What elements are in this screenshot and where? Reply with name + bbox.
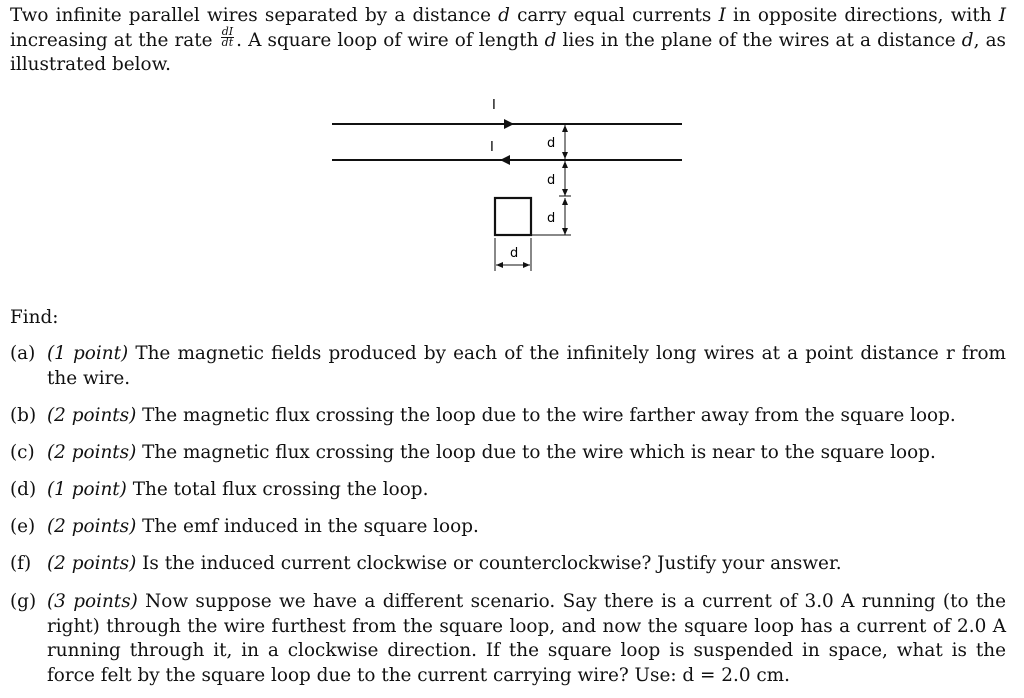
intro-text: , as illustrated below. — [10, 29, 1006, 75]
current-label-top: I — [492, 98, 496, 113]
question-points: (2 points) — [47, 516, 137, 537]
question-text: The magnetic flux crossing the loop due to the wire which is near to the square loop. — [136, 442, 936, 463]
find-label: Find: — [10, 307, 59, 328]
question-text: The magnetic fields produced by each of the infinitely long wires at a point distance r from the wire. — [47, 343, 1006, 389]
var-d: d — [544, 29, 557, 51]
question-b — [10, 404, 1006, 429]
intro-text: increasing at the rate — [10, 29, 219, 51]
question-d — [10, 478, 1006, 503]
intro-text: Two infinite parallel wires separated by a distance — [10, 5, 499, 26]
question-text: The emf induced in the square loop. — [136, 516, 479, 537]
intro-text: in opposite directions, with — [725, 5, 999, 26]
arrow-up-icon — [562, 125, 568, 132]
question-points: (3 points) — [47, 591, 138, 612]
question-g — [10, 590, 1006, 688]
var-I: I — [998, 5, 1007, 26]
question-text: The total flux crossing the loop. — [126, 479, 429, 500]
arrow-down-icon — [562, 152, 568, 159]
fraction-denominator: dt — [221, 36, 234, 49]
wires-loop-figure — [320, 92, 700, 282]
rate-fraction — [221, 27, 234, 48]
question-label: (b) — [10, 405, 37, 426]
distance-label-d3: d — [547, 211, 556, 226]
question-label: (a) — [10, 343, 36, 364]
arrow-right-icon — [523, 262, 530, 268]
question-points: (1 point) — [47, 479, 127, 500]
question-label: (d) — [10, 479, 37, 500]
question-label: (f) — [10, 553, 32, 574]
question-points: (2 points) — [47, 405, 137, 426]
arrow-down-icon — [562, 228, 568, 235]
arrow-down-icon — [562, 189, 568, 196]
distance-label-d2: d — [547, 173, 556, 188]
intro-text: carry equal currents — [509, 5, 719, 26]
fraction-numerator: dI — [221, 25, 234, 38]
arrow-up-icon — [562, 161, 568, 168]
problem-statement — [10, 4, 1006, 78]
current-label-bottom: I — [490, 140, 494, 155]
question-e — [10, 515, 1006, 540]
distance-label-d1: d — [547, 136, 556, 151]
question-label: (e) — [10, 516, 36, 537]
question-c — [10, 441, 1006, 466]
var-d: d — [498, 5, 510, 26]
var-d: d — [961, 29, 974, 51]
square-loop — [495, 198, 531, 235]
question-points: (2 points) — [47, 553, 137, 574]
arrow-up-icon — [562, 198, 568, 205]
question-text: Is the induced current clockwise or counterclockwise? Justify your answer. — [136, 553, 842, 574]
question-points: (2 points) — [47, 442, 137, 463]
var-I: I — [718, 5, 726, 26]
intro-text: . A square loop of wire of length — [236, 29, 545, 51]
question-f — [10, 552, 1006, 577]
intro-text: lies in the plane of the wires at a distance — [556, 29, 962, 51]
question-text: The magnetic flux crossing the loop due to the wire farther away from the square loop. — [136, 405, 956, 426]
arrow-right-icon — [504, 119, 514, 129]
question-text: Now suppose we have a different scenario. Say there is a current of 3.0 A running (to the right) through the wire furthest from the square loop, and now the square loop has a current of 2.0 A running through it, in a clockwise direction. If the square loop is suspended in space, what is the force felt by the square loop due to the current carrying wire? Use: d = 2.0 cm. — [47, 591, 1007, 686]
arrow-left-icon — [500, 155, 510, 165]
question-label: (g) — [10, 591, 37, 612]
question-label: (c) — [10, 442, 35, 463]
question-points: (1 point) — [47, 343, 129, 364]
side-length-label: d — [510, 246, 519, 261]
question-a — [10, 342, 1006, 391]
arrow-left-icon — [496, 262, 503, 268]
